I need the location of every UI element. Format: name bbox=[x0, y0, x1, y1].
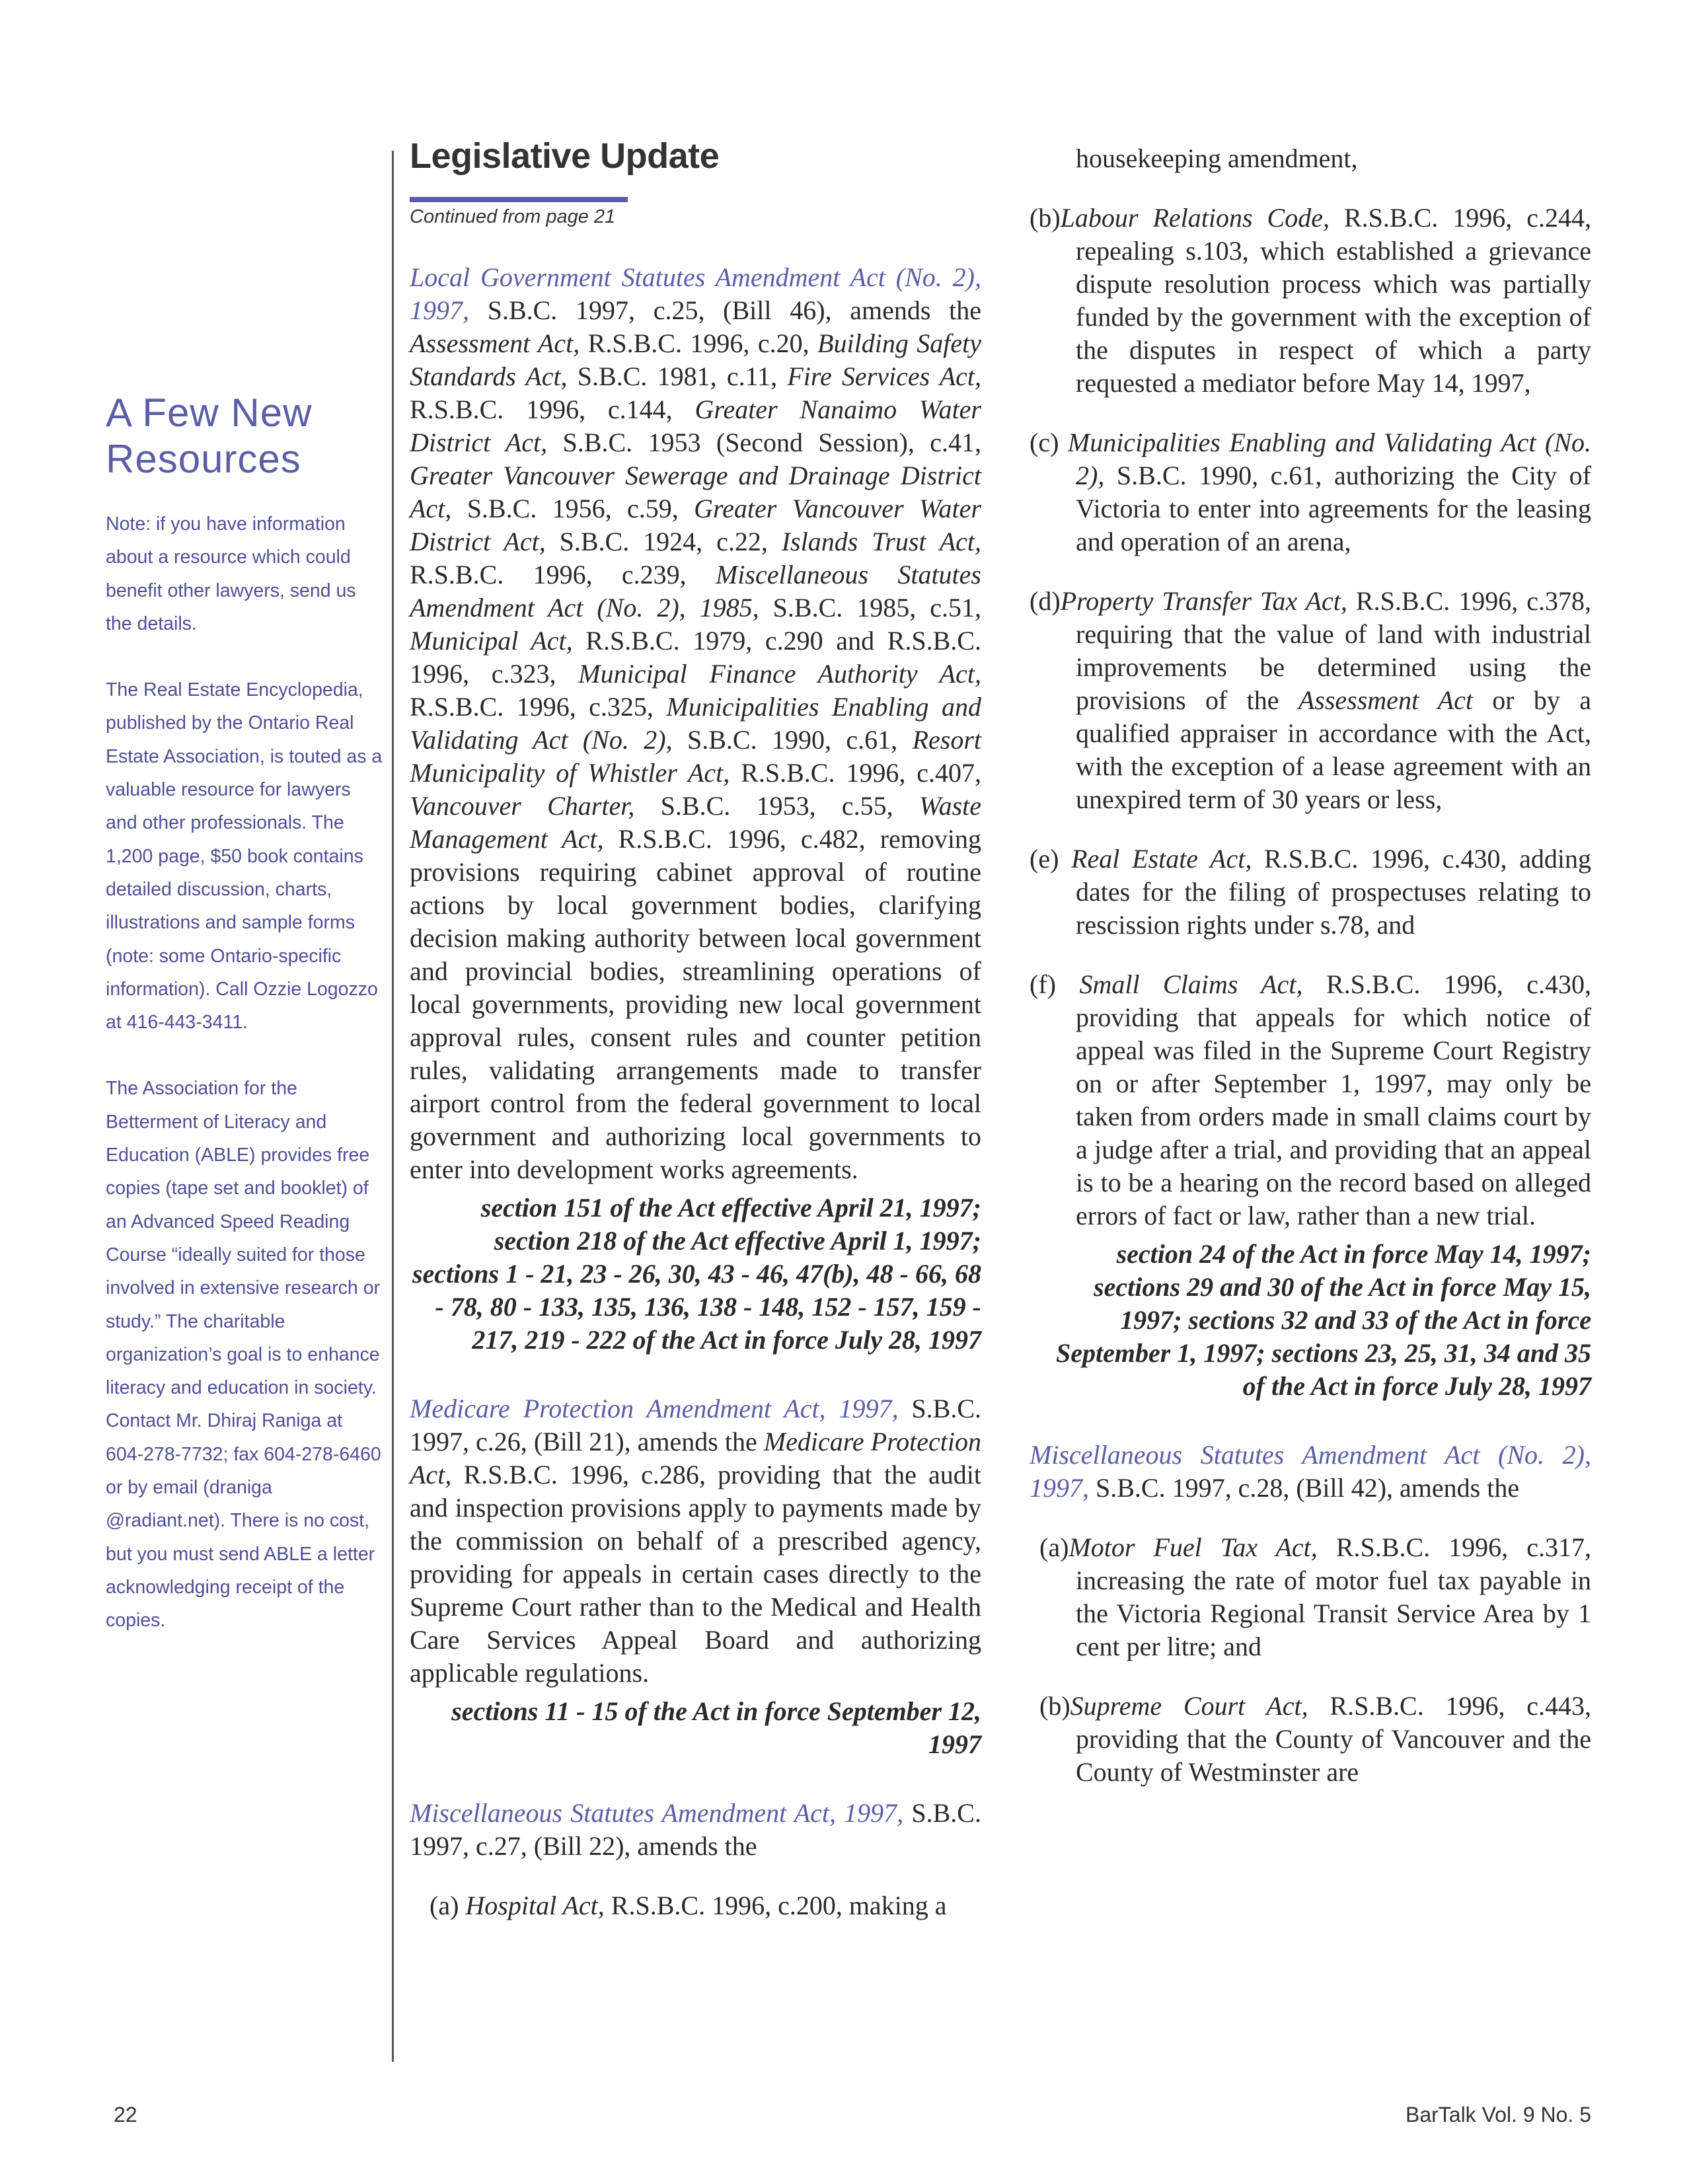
sidebar bbox=[106, 390, 383, 1671]
citation-text: S.B.C. 1956, c.59, bbox=[451, 494, 694, 523]
item-label: (b) bbox=[1039, 1691, 1070, 1721]
act-reference: Fire Services Act, bbox=[787, 361, 981, 391]
citation-text: or by a qualified appraiser in accordance with the Act, with the exception of a lease agreement with an unexpired term of 30 years or less, bbox=[1076, 685, 1591, 814]
list-item bbox=[1030, 202, 1591, 400]
continued-text: housekeeping amendment, bbox=[1076, 143, 1358, 173]
sidebar-paragraph: The Association for the Betterment of Literacy and Education (ABLE) provides free copies (tape set and booklet) of an Advanced Speed Reading Course “ideally suited for those involved in extensive research or study.” The charitable organization’s goal is to enhance literacy and education in society. Contact Mr. Dhiraj Raniga at 604-278-7732; fax 604-278-6460 or by email (draniga @radiant.net). There is no cost, but you must send ABLE a letter acknowledging receipt of the copies. bbox=[106, 1078, 381, 1632]
act-reference: Medicare Protection Act, bbox=[410, 1427, 982, 1489]
act-reference: Greater Vancouver Water District Act, bbox=[410, 494, 981, 556]
list-item bbox=[1030, 968, 1591, 1232]
spacer bbox=[1030, 816, 1591, 843]
citation-text: R.S.B.C. 1996, c.200, making a bbox=[604, 1891, 947, 1920]
act-reference: Municipalities Enabling and Validating Act (No. 2), bbox=[1067, 428, 1591, 490]
act-reference: Small Claims Act, bbox=[1079, 969, 1303, 999]
spacer bbox=[410, 1761, 981, 1797]
spacer bbox=[1030, 1505, 1591, 1531]
citation-text: R.S.B.C. 1996, c.20, bbox=[580, 328, 818, 358]
column-divider bbox=[392, 151, 394, 2062]
act-reference: Real Estate Act, bbox=[1071, 844, 1252, 874]
act-reference: Waste Management Act, bbox=[410, 791, 982, 854]
act-reference: Municipal Finance Authority Act, bbox=[578, 659, 981, 689]
article-column-2 bbox=[1030, 142, 1591, 1789]
page-number: 22 bbox=[114, 2103, 137, 2127]
citation-text: R.S.B.C. 1996, c.317, increasing the rate of motor fuel tax payable in the Victoria Regional Transit Service Area by 1 cent per litre; and bbox=[1076, 1532, 1591, 1661]
sidebar-paragraph: Note: if you have information about a resource which could benefit other lawyers, send us the details. bbox=[106, 513, 356, 634]
article-column-1 bbox=[410, 261, 981, 1922]
entry-medicare bbox=[410, 1392, 981, 1690]
item-label: (d) bbox=[1030, 586, 1061, 616]
citation-text: S.B.C. 1985, c.51, bbox=[759, 593, 982, 622]
citation-text: S.B.C. 1953, c.55, bbox=[634, 791, 919, 821]
act-reference: Greater Nanaimo Water District Act, bbox=[410, 395, 981, 457]
act-reference: Building Safety Standards Act, bbox=[410, 328, 981, 391]
list-item bbox=[410, 1889, 981, 1922]
citation-text: R.S.B.C. 1996, c.407, bbox=[730, 758, 981, 788]
citation-text: S.B.C. 1997, c.26, (Bill 21), amends the bbox=[410, 1394, 982, 1456]
act-reference: Municipal Act, bbox=[410, 626, 573, 656]
list-item bbox=[1030, 426, 1591, 558]
act-reference: Motor Fuel Tax Act, bbox=[1069, 1532, 1318, 1562]
act-reference: Miscellaneous Statutes Amendment Act (No. 2), 1985, bbox=[410, 560, 981, 622]
citation-text: R.S.B.C. 1996, c.144, bbox=[410, 395, 695, 424]
publication-name: BarTalk Vol. 9 No. 5 bbox=[1405, 2103, 1591, 2127]
sidebar-paragraph: The Real Estate Encyclopedia, published by the Ontario Real Estate Association, is touted as a valuable resource for lawyers and other professionals. The 1,200 page, $50 book contains detailed discussion, charts, illustrations and sample forms (note: some Ontario-specific information). Call Ozzie Logozzo at 416-443-3411. bbox=[106, 679, 383, 1034]
list-item bbox=[1030, 843, 1591, 942]
list-item bbox=[1030, 1690, 1591, 1789]
list-item bbox=[1030, 1531, 1591, 1663]
entry-misc-statutes bbox=[410, 1797, 981, 1863]
spacer bbox=[1030, 558, 1591, 585]
citation-text: R.S.B.C. 1996, c.286, providing that the audit and inspection provisions apply to payments made by the commission on behalf of a prescribed agency, providing for appeals in certain cases directly to the Supreme Court rather than to the Medical and Health Care Services Appeal Board and authorizing applicable regulations. bbox=[410, 1460, 981, 1688]
citation-text: S.B.C. 1997, c.28, (Bill 42), amends the bbox=[1089, 1473, 1520, 1503]
continued-note: Continued from page 21 bbox=[410, 206, 616, 227]
citation-text: S.B.C. 1981, c.11, bbox=[567, 361, 788, 391]
act-reference: Vancouver Charter, bbox=[410, 791, 635, 821]
citation-text: R.S.B.C. 1996, c.443, providing that the County of Vancouver and the County of Westminster are bbox=[1076, 1691, 1591, 1787]
act-reference: Labour Relations Code, bbox=[1060, 203, 1330, 233]
citation-text: R.S.B.C. 1996, c.244, repealing s.103, which established a grievance dispute resolution process which was partially funded by the government with the exception of the disputes in respect of which a party requested a mediator before May 14, 1997, bbox=[1076, 203, 1591, 398]
spacer bbox=[410, 1357, 981, 1392]
spacer bbox=[1030, 1663, 1591, 1690]
citation-text: S.B.C. 1997, c.25, (Bill 46), amends the bbox=[469, 295, 981, 325]
effective-dates: section 24 of the Act in force May 14, 1997; sections 29 and 30 of the Act in force May 15, 1997; sections 32 and 33 of the Act in force September 1, 1997; sections 23, 25, 31, 34 and 35 of the Act in force July 28, 1997 bbox=[1056, 1239, 1591, 1401]
title-underline bbox=[410, 197, 628, 202]
act-title: Miscellaneous Statutes Amendment Act (No. 2), 1997, bbox=[1030, 1440, 1591, 1503]
list-item bbox=[1030, 585, 1591, 816]
item-label: (a) bbox=[1039, 1532, 1069, 1562]
entry-misc-statutes-2 bbox=[1030, 1439, 1591, 1505]
item-label: (a) bbox=[430, 1891, 466, 1920]
citation-text: R.S.B.C. 1979, c.290 and R.S.B.C. 1996, c.323, bbox=[410, 626, 982, 689]
citation-text: S.B.C. 1990, c.61, authorizing the City of Victoria to enter into agreements for the leasing and operation of an arena, bbox=[1076, 461, 1591, 556]
item-label: (b) bbox=[1030, 203, 1061, 233]
effective-dates: section 151 of the Act effective April 21, 1997; section 218 of the Act effective April 1, 1997; sections 1 - 21, 23 - 26, 30, 43 - 46, 47(b), 48 - 66, 68 - 78, 80 - 133, 135, 136, 138 - 148, 152 - 157, 159 - 217, 219 - 222 of the Act in force July 28, 1997 bbox=[412, 1193, 981, 1355]
effective-dates: sections 11 - 15 of the Act in force September 12, 1997 bbox=[451, 1696, 981, 1759]
spacer bbox=[1030, 175, 1591, 202]
act-reference: Property Transfer Tax Act, bbox=[1060, 586, 1347, 616]
citation-text: R.S.B.C. 1996, c.378, requiring that the value of land with industrial improvements be determined using the provisions of the bbox=[1076, 586, 1591, 715]
citation-text: S.B.C. 1924, c.22, bbox=[545, 527, 782, 556]
item-label: (f) bbox=[1030, 969, 1080, 999]
citation-text: R.S.B.C. 1996, c.430, providing that appeals for which notice of appeal was filed in the Supreme Court Registry on or after September 1, 1997, may only be taken from orders made in small claims court by a judge after a trial, and providing that an appeal is to be a hearing on the record based on alleged errors of fact or law, rather than a new trial. bbox=[1076, 969, 1591, 1230]
act-reference: Supreme Court Act, bbox=[1070, 1691, 1308, 1721]
act-reference: Municipalities Enabling and Validating Act (No. 2), bbox=[410, 692, 981, 755]
act-title: Miscellaneous Statutes Amendment Act, 1997, bbox=[410, 1798, 904, 1828]
citation-text: S.B.C. 1990, c.61, bbox=[672, 725, 913, 755]
act-reference: Islands Trust Act, bbox=[781, 527, 981, 556]
citation-text: S.B.C. 1953 (Second Session), c.41, bbox=[547, 428, 981, 457]
act-reference: Greater Vancouver Sewerage and Drainage District Act, bbox=[410, 461, 981, 523]
act-reference: Assessment Act, bbox=[410, 328, 580, 358]
act-title: Local Government Statutes Amendment Act (No. 2), 1997, bbox=[410, 262, 981, 325]
spacer bbox=[1030, 400, 1591, 426]
section-title: Legislative Update bbox=[410, 136, 720, 176]
spacer bbox=[410, 1863, 981, 1889]
citation-text: R.S.B.C. 1996, c.325, bbox=[410, 692, 667, 722]
act-reference: Resort Municipality of Whistler Act, bbox=[410, 725, 981, 788]
citation-text: R.S.B.C. 1996, c.239, bbox=[410, 560, 716, 589]
sidebar-title: A Few New Resources bbox=[106, 391, 313, 481]
spacer bbox=[1030, 942, 1591, 968]
act-reference: Hospital Act, bbox=[465, 1891, 605, 1920]
citation-text: R.S.B.C. 1996, c.430, adding dates for the filing of prospectuses relating to rescission rights under s.78, and bbox=[1076, 844, 1592, 940]
citation-text: R.S.B.C. 1996, c.482, removing provisions requiring cabinet approval of routine actions by local government bodies, clarifying decision making authority between local government and provincial bodies, streamlining operations of local governments, providing new local government approval rules, consent rules and counter petition rules, validating arrangements made to transfer airport control from the federal government to local government and authorizing local governments to enter into development works agreements. bbox=[410, 824, 982, 1184]
entry-local-government bbox=[410, 261, 981, 1186]
act-reference: Assessment Act bbox=[1298, 685, 1473, 715]
spacer bbox=[1030, 1403, 1591, 1439]
item-label: (c) bbox=[1030, 428, 1068, 457]
item-label: (e) bbox=[1030, 844, 1072, 874]
act-title: Medicare Protection Amendment Act, 1997, bbox=[410, 1394, 899, 1423]
citation-text: S.B.C. 1997, c.27, (Bill 22), amends the bbox=[410, 1798, 981, 1861]
